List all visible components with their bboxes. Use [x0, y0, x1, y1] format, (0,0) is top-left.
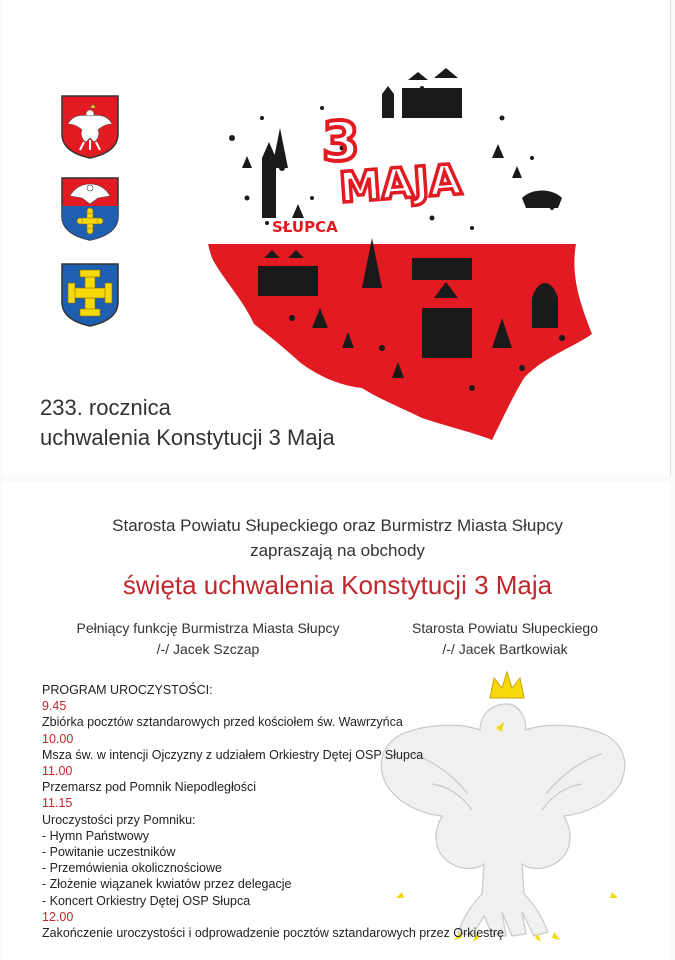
program-time: 9.45 [42, 699, 67, 714]
program-subitem: - Przemówienia okolicznościowe [42, 861, 222, 876]
program-item: Msza św. w intencji Ojczyzny z udziałem Orkiestry Dętej OSP Słupca [42, 747, 424, 762]
program-subitem: - Hymn Państwowy [42, 828, 149, 843]
event-headline: święta uchwalenia Konstytucji 3 Maja [122, 570, 553, 600]
poland-map-illustration [172, 48, 612, 448]
program-subitem: - Koncert Orkiestry Dętej OSP Słupca [42, 893, 251, 908]
program-subitem: - Złożenie wiązanek kwiatów przez delegacje [42, 877, 292, 892]
program-item: Zakończenie uroczystości i odprowadzenie pocztów sztandarowych przez Orkiestrę [42, 926, 505, 941]
county-coat-of-arms-icon [60, 176, 120, 242]
map-title-text: MAJA [337, 154, 464, 213]
program-title: PROGRAM UROCZYSTOŚCI: [42, 683, 213, 697]
program-item: Uroczystości przy Pomniku: [42, 812, 196, 827]
program-item: Zbiórka pocztów sztandarowych przed kościołem św. Wawrzyńca [42, 715, 403, 730]
town-coat-of-arms-icon [60, 262, 120, 328]
map-number-text: 3 [322, 110, 360, 173]
program-time: 11.15 [42, 796, 73, 811]
anniversary-line-2: uchwalenia Konstytucji 3 Maja [40, 425, 335, 450]
anniversary-line-1: 233. rocznica [40, 395, 171, 420]
poland-coat-of-arms-icon [60, 94, 120, 160]
invite-line-1: Starosta Powiatu Słupeckiego oraz Burmistrz Miasta Słupcy [112, 516, 563, 535]
anniversary-heading [40, 393, 335, 453]
invite-line-2: zapraszają na obchody [250, 541, 425, 560]
signature-role: Starosta Powiatu Słupeckiego [412, 620, 598, 636]
program-subitem: - Powitanie uczestników [42, 845, 176, 860]
program-time: 10.00 [42, 731, 74, 746]
signature-name: /-/ Jacek Bartkowiak [442, 641, 568, 657]
program-time: 12.00 [42, 909, 74, 924]
signature-role: Pełniący funkcję Burmistrza Miasta Słupcy [76, 620, 340, 636]
program-item: Przemarsz pod Pomnik Niepodległości [42, 780, 256, 795]
program-section [42, 682, 562, 941]
map-town-text: SŁUPCA [272, 218, 338, 236]
signature-mayor [58, 618, 358, 660]
signature-starost [380, 618, 630, 660]
signature-name: /-/ Jacek Szczap [156, 641, 260, 657]
program-time: 11.00 [42, 764, 73, 779]
